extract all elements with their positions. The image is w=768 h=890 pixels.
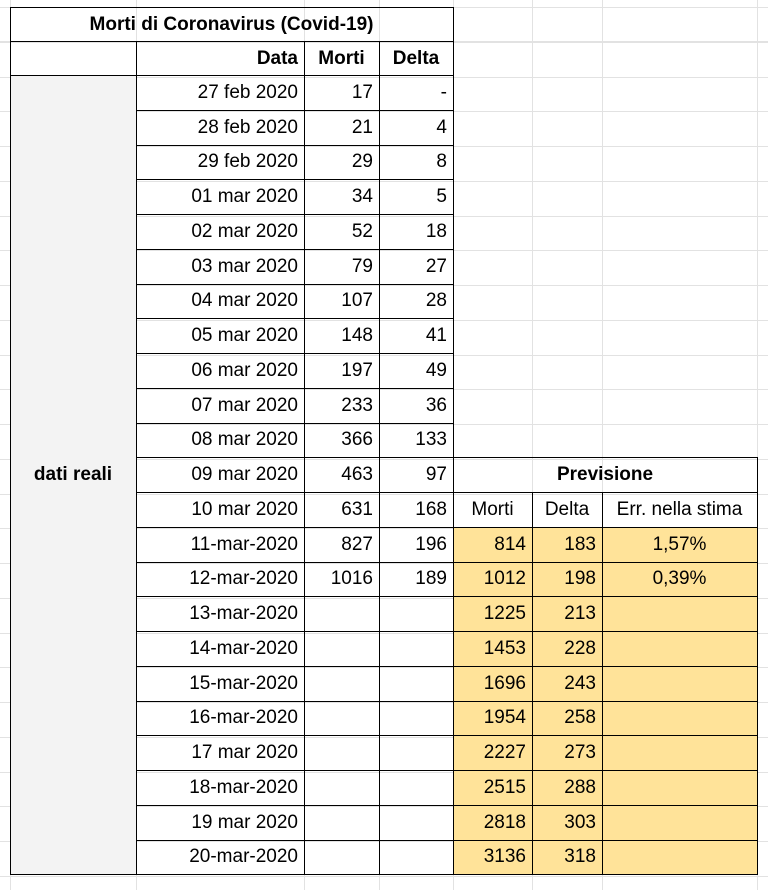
date-cell[interactable]: 27 feb 2020	[197, 81, 298, 103]
forecast-morti-cell[interactable]: 2515	[453, 770, 532, 805]
date-cell[interactable]: 09 mar 2020	[191, 464, 298, 486]
forecast-error-cell[interactable]	[602, 770, 757, 805]
morti-cell[interactable]: 233	[341, 394, 373, 416]
date-cell[interactable]: 07 mar 2020	[191, 394, 298, 416]
date-cell[interactable]: 01 mar 2020	[191, 186, 298, 208]
cell-border	[136, 249, 454, 250]
cell-border	[10, 7, 454, 8]
forecast-morti-cell[interactable]: 814	[453, 527, 532, 562]
delta-cell[interactable]: 4	[436, 116, 447, 138]
cell-border	[136, 701, 454, 702]
forecast-morti-cell[interactable]: 2227	[453, 735, 532, 770]
date-cell[interactable]: 06 mar 2020	[191, 359, 298, 381]
forecast-morti-cell[interactable]: 1954	[453, 701, 532, 736]
cell-border	[136, 179, 454, 180]
date-cell[interactable]: 05 mar 2020	[191, 325, 298, 347]
delta-cell[interactable]	[379, 805, 453, 840]
cell-border	[136, 631, 454, 632]
date-cell[interactable]: 04 mar 2020	[191, 290, 298, 312]
cell-border	[453, 874, 758, 875]
date-cell[interactable]: 10 mar 2020	[191, 498, 298, 520]
previsione-morti-header[interactable]: Morti	[471, 498, 514, 520]
forecast-morti-cell[interactable]: 1225	[453, 596, 532, 631]
delta-cell[interactable]	[379, 701, 453, 736]
delta-cell[interactable]: 97	[425, 464, 447, 486]
morti-cell[interactable]: 21	[351, 116, 373, 138]
morti-cell[interactable]	[304, 805, 379, 840]
forecast-delta-cell[interactable]: 288	[532, 770, 602, 805]
cell-border	[453, 805, 758, 806]
forecast-morti-cell[interactable]: 1453	[453, 631, 532, 666]
header-blank-cell[interactable]	[10, 41, 136, 75]
date-cell[interactable]: 14-mar-2020	[189, 637, 298, 659]
previsione-delta-header[interactable]: Delta	[544, 498, 590, 520]
cell-border	[136, 735, 454, 736]
cell-border	[136, 840, 454, 841]
cell-border	[453, 770, 758, 771]
delta-cell[interactable]: 18	[425, 220, 447, 242]
morti-cell[interactable]: 52	[351, 220, 373, 242]
header-delta[interactable]: Delta	[392, 47, 440, 69]
forecast-morti-cell[interactable]: 2818	[453, 805, 532, 840]
header-morti[interactable]: Morti	[318, 47, 365, 69]
date-cell[interactable]: 16-mar-2020	[189, 707, 298, 729]
delta-cell[interactable]: 28	[425, 290, 447, 312]
morti-cell[interactable]: 29	[351, 151, 373, 173]
delta-cell[interactable]: 5	[436, 186, 447, 208]
cell-border	[453, 701, 758, 702]
previsione-error-header[interactable]: Err. nella stima	[616, 498, 743, 520]
delta-cell[interactable]	[379, 770, 453, 805]
date-cell[interactable]: 02 mar 2020	[191, 220, 298, 242]
forecast-delta-cell[interactable]: 198	[532, 562, 602, 597]
cell-border	[136, 874, 454, 875]
cell-border	[10, 75, 454, 76]
delta-cell[interactable]	[379, 735, 453, 770]
dati-reali-label[interactable]: dati reali	[10, 75, 136, 874]
forecast-delta-cell[interactable]: 273	[532, 735, 602, 770]
date-cell[interactable]: 19 mar 2020	[191, 811, 298, 833]
forecast-morti-cell[interactable]: 1696	[453, 666, 532, 701]
cell-border	[10, 874, 137, 875]
cell-border	[453, 7, 454, 875]
delta-cell[interactable]	[379, 631, 453, 666]
forecast-error-cell[interactable]: 1,57%	[602, 527, 757, 562]
forecast-error-cell[interactable]	[602, 805, 757, 840]
cell-border	[136, 527, 454, 528]
cell-border	[453, 666, 758, 667]
morti-cell[interactable]	[304, 770, 379, 805]
forecast-error-cell[interactable]	[602, 735, 757, 770]
date-cell[interactable]: 17 mar 2020	[191, 742, 298, 764]
morti-cell[interactable]	[304, 666, 379, 701]
date-cell[interactable]: 03 mar 2020	[191, 255, 298, 277]
delta-cell[interactable]: 133	[415, 429, 447, 451]
cell-border	[136, 318, 454, 319]
forecast-error-cell[interactable]: 0,39%	[602, 562, 757, 597]
previsione-title[interactable]: Previsione	[556, 464, 654, 486]
delta-cell[interactable]: -	[440, 81, 447, 103]
grid-row-line	[0, 876, 768, 877]
morti-cell[interactable]: 197	[341, 359, 373, 381]
cell-border	[136, 492, 454, 493]
cell-border	[532, 492, 533, 875]
date-cell[interactable]: 12-mar-2020	[189, 568, 298, 590]
cell-border	[136, 596, 454, 597]
morti-cell[interactable]: 366	[341, 429, 373, 451]
morti-cell[interactable]: 827	[341, 533, 373, 555]
morti-cell[interactable]	[304, 596, 379, 631]
morti-cell[interactable]: 107	[341, 290, 373, 312]
cell-border	[453, 596, 758, 597]
delta-cell[interactable]: 41	[425, 325, 447, 347]
morti-cell[interactable]: 1016	[330, 568, 373, 590]
date-cell[interactable]: 18-mar-2020	[189, 776, 298, 798]
cell-border	[304, 41, 305, 875]
morti-cell[interactable]	[304, 701, 379, 736]
date-cell[interactable]: 29 feb 2020	[197, 151, 298, 173]
cell-border	[379, 41, 380, 875]
cell-border	[453, 562, 758, 563]
cell-border	[10, 7, 11, 875]
forecast-delta-cell[interactable]: 213	[532, 596, 602, 631]
cell-border	[136, 423, 454, 424]
header-data[interactable]: Data	[256, 47, 298, 69]
cell-border	[136, 110, 454, 111]
morti-cell[interactable]: 17	[351, 81, 373, 103]
date-cell[interactable]: 20-mar-2020	[189, 846, 298, 868]
cell-border	[136, 562, 454, 563]
title-cell[interactable]: Morti di Coronavirus (Covid-19)	[89, 13, 374, 35]
cell-border	[453, 631, 758, 632]
delta-cell[interactable]: 27	[425, 255, 447, 277]
forecast-delta-cell[interactable]: 243	[532, 666, 602, 701]
forecast-error-cell[interactable]	[602, 840, 757, 875]
forecast-error-cell[interactable]	[602, 596, 757, 631]
delta-cell[interactable]	[379, 596, 453, 631]
cell-border	[136, 388, 454, 389]
cell-border	[136, 353, 454, 354]
forecast-error-cell[interactable]	[602, 701, 757, 736]
cell-border	[453, 492, 758, 493]
cell-border	[136, 284, 454, 285]
cell-border	[136, 41, 137, 875]
morti-cell[interactable]: 79	[351, 255, 373, 277]
date-cell[interactable]: 13-mar-2020	[189, 603, 298, 625]
date-cell[interactable]: 28 feb 2020	[197, 116, 298, 138]
cell-border	[757, 457, 758, 875]
forecast-delta-cell[interactable]: 303	[532, 805, 602, 840]
forecast-delta-cell[interactable]: 258	[532, 701, 602, 736]
delta-cell[interactable]: 49	[425, 359, 447, 381]
cell-border	[136, 214, 454, 215]
date-cell[interactable]: 08 mar 2020	[191, 429, 298, 451]
cell-border	[136, 145, 454, 146]
delta-cell[interactable]: 189	[415, 568, 447, 590]
date-cell[interactable]: 15-mar-2020	[189, 672, 298, 694]
forecast-morti-cell[interactable]: 3136	[453, 840, 532, 875]
morti-cell[interactable]: 34	[351, 186, 373, 208]
cell-border	[136, 805, 454, 806]
delta-cell[interactable]: 196	[415, 533, 447, 555]
forecast-delta-cell[interactable]: 183	[532, 527, 602, 562]
cell-border	[453, 840, 758, 841]
delta-cell[interactable]	[379, 840, 453, 875]
cell-border	[136, 770, 454, 771]
cell-border	[136, 666, 454, 667]
date-cell[interactable]: 11-mar-2020	[190, 533, 298, 555]
morti-cell[interactable]: 463	[341, 464, 373, 486]
cell-border	[602, 492, 603, 875]
cell-border	[10, 41, 454, 42]
forecast-error-cell[interactable]	[602, 631, 757, 666]
cell-border	[453, 527, 758, 528]
forecast-morti-cell[interactable]: 1012	[453, 562, 532, 597]
forecast-error-cell[interactable]	[602, 666, 757, 701]
morti-cell[interactable]	[304, 735, 379, 770]
morti-cell[interactable]: 631	[341, 498, 373, 520]
cell-border	[453, 457, 758, 458]
morti-cell[interactable]	[304, 840, 379, 875]
morti-cell[interactable]	[304, 631, 379, 666]
delta-cell[interactable]: 168	[415, 498, 447, 520]
cell-border	[453, 735, 758, 736]
delta-cell[interactable]: 8	[436, 151, 447, 173]
forecast-delta-cell[interactable]: 228	[532, 631, 602, 666]
cell-border	[136, 457, 454, 458]
delta-cell[interactable]	[379, 666, 453, 701]
morti-cell[interactable]: 148	[341, 325, 373, 347]
forecast-delta-cell[interactable]: 318	[532, 840, 602, 875]
delta-cell[interactable]: 36	[425, 394, 447, 416]
